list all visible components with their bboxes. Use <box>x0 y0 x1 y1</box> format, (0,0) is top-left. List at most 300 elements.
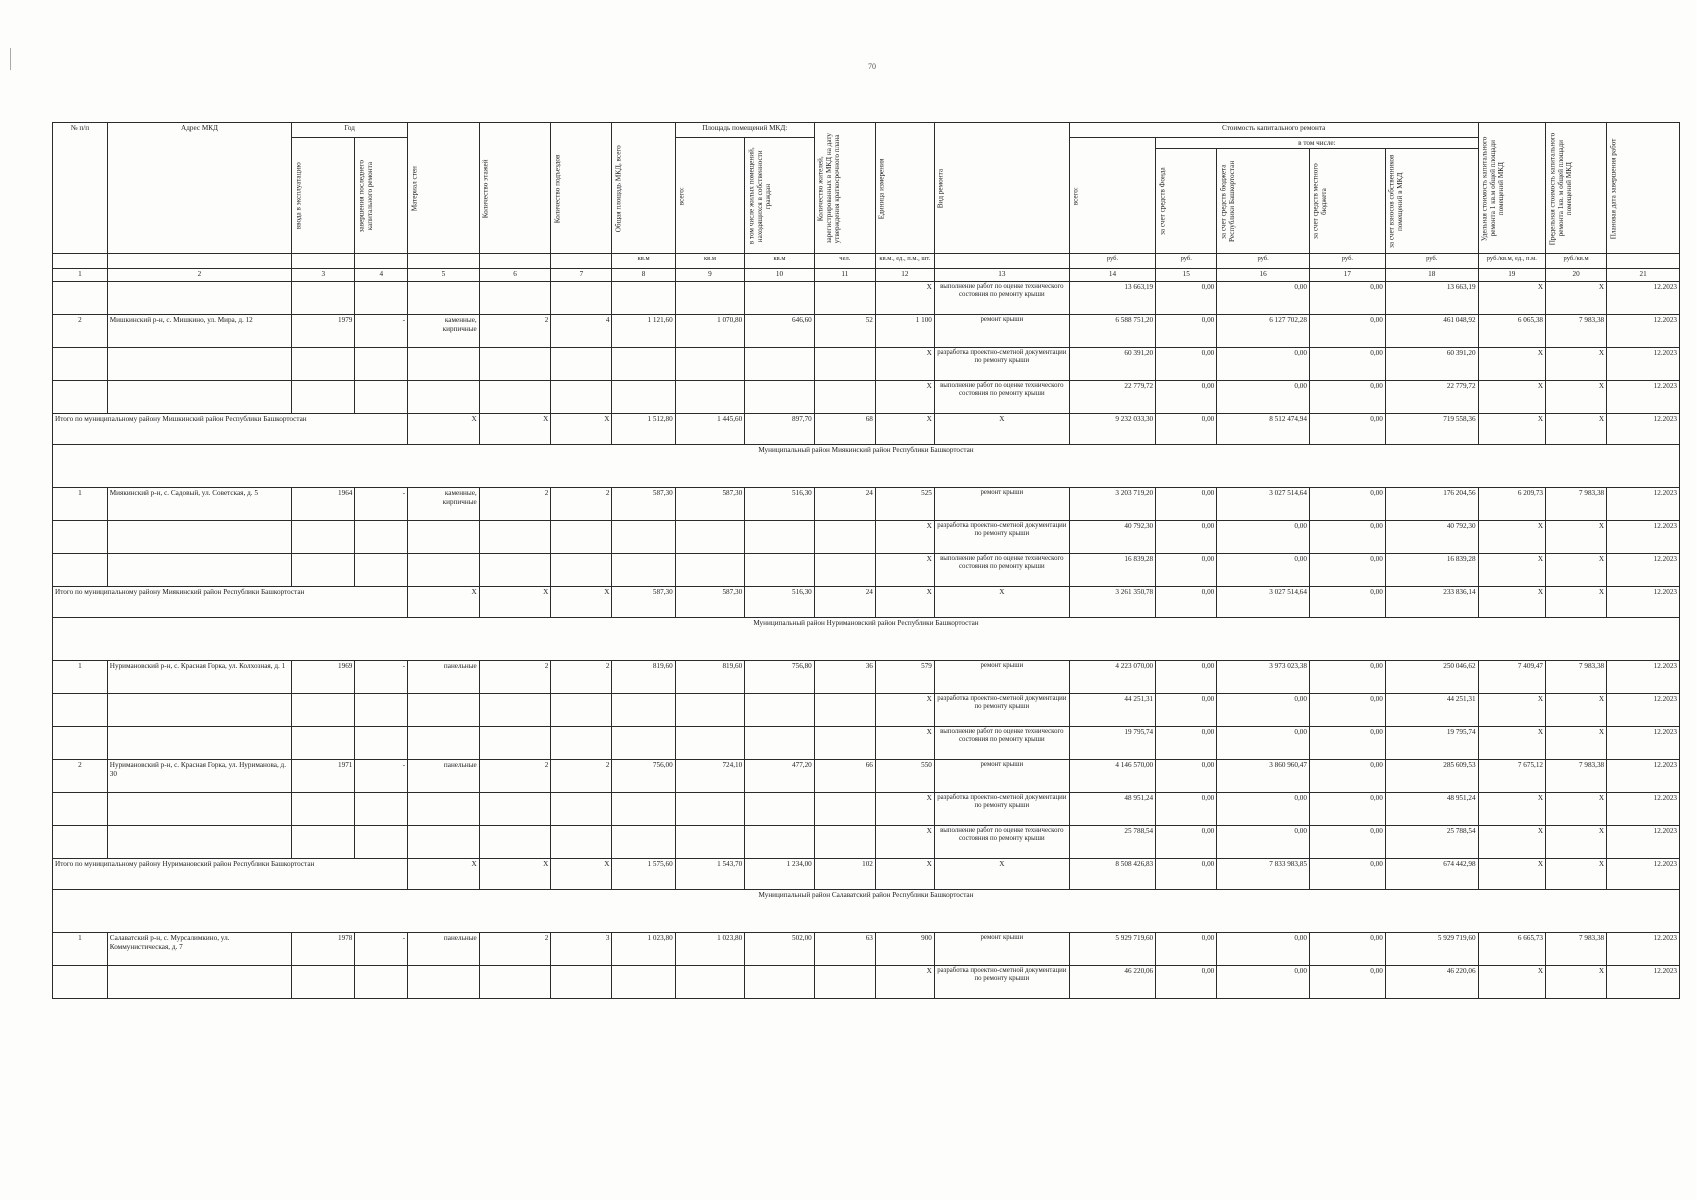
unit-cell: X <box>875 521 934 554</box>
cost-total-cell: 3 261 350,78 <box>1069 587 1155 618</box>
empty-cell <box>551 348 612 381</box>
cost-local-cell: 0,00 <box>1309 859 1385 890</box>
empty-cell <box>551 793 612 826</box>
empty-cell <box>814 793 875 826</box>
header-premises-total: всего: <box>675 138 745 254</box>
cost-republic-cell: 3 027 514,64 <box>1217 587 1310 618</box>
empty-cell <box>479 694 551 727</box>
limit-cost-cell: X <box>1546 694 1607 727</box>
residents-cell: 24 <box>814 587 875 618</box>
empty-cell <box>675 348 745 381</box>
cost-republic-cell: 0,00 <box>1217 381 1310 414</box>
row-number-cell: 1 <box>53 933 108 966</box>
cost-local-cell: 0,00 <box>1309 554 1385 587</box>
empty-cell <box>53 727 108 760</box>
subtotal-label: Итого по муниципальному району Миякинский район Республики Башкортостан <box>53 587 408 618</box>
empty-cell <box>479 727 551 760</box>
residents-cell: 66 <box>814 760 875 793</box>
cost-total-cell: 40 792,30 <box>1069 521 1155 554</box>
empty-cell <box>612 826 675 859</box>
cost-owners-cell: 719 558,36 <box>1385 414 1478 445</box>
limit-cost-cell: 7 983,38 <box>1546 315 1607 348</box>
entrances-cell: X <box>551 587 612 618</box>
empty-cell <box>479 554 551 587</box>
cost-fund-cell: 0,00 <box>1156 859 1217 890</box>
unit-cell: 900 <box>875 933 934 966</box>
header-total-area: Общая площадь МКД, всего <box>612 123 675 254</box>
entrances-cell: 4 <box>551 315 612 348</box>
empty-cell <box>53 793 108 826</box>
cost-owners-cell: 176 204,56 <box>1385 488 1478 521</box>
empty-cell <box>745 694 815 727</box>
empty-cell <box>479 348 551 381</box>
column-number-cell: 3 <box>292 269 355 282</box>
empty-cell <box>479 826 551 859</box>
specific-cost-cell: X <box>1478 826 1545 859</box>
empty-cell <box>107 381 291 414</box>
empty-cell <box>408 381 480 414</box>
cost-local-cell: 0,00 <box>1309 727 1385 760</box>
empty-cell <box>355 282 408 315</box>
empty-cell <box>745 282 815 315</box>
cost-owners-cell: 16 839,28 <box>1385 554 1478 587</box>
cost-republic-cell: 0,00 <box>1217 282 1310 315</box>
cost-total-cell: 4 223 070,00 <box>1069 661 1155 694</box>
empty-cell <box>292 521 355 554</box>
cost-total-cell: 22 779,72 <box>1069 381 1155 414</box>
cost-total-cell: 60 391,20 <box>1069 348 1155 381</box>
empty-cell <box>479 966 551 999</box>
cost-local-cell: 0,00 <box>1309 933 1385 966</box>
residents-cell: 52 <box>814 315 875 348</box>
cost-total-cell: 25 788,54 <box>1069 826 1155 859</box>
unit-cell: X <box>875 414 934 445</box>
empty-cell <box>814 554 875 587</box>
entrances-cell: X <box>551 859 612 890</box>
column-number-cell: 4 <box>355 269 408 282</box>
specific-cost-cell: X <box>1478 381 1545 414</box>
subtotal-row <box>53 587 1680 618</box>
work-type-cell: выполнение работ по оценке технического состояния по ремонту крыши <box>934 727 1069 760</box>
specific-cost-cell: 6 209,73 <box>1478 488 1545 521</box>
specific-cost-cell: 7 409,47 <box>1478 661 1545 694</box>
empty-cell <box>814 348 875 381</box>
cost-total-cell: 13 663,19 <box>1069 282 1155 315</box>
section-title: Муниципальный район Нуримановский район Республики Башкортостан <box>53 618 1680 661</box>
plan-date-cell: 12.2023 <box>1607 966 1680 999</box>
header-cost-republic: за счет средств бюджета Республики Башкортостан <box>1217 149 1310 254</box>
premises-total-cell: 587,30 <box>675 488 745 521</box>
material-cell: панельные <box>408 933 480 966</box>
empty-cell <box>408 282 480 315</box>
specific-cost-cell: X <box>1478 859 1545 890</box>
cost-local-cell: 0,00 <box>1309 966 1385 999</box>
total-area-cell: 1 023,80 <box>612 933 675 966</box>
column-number-cell: 20 <box>1546 269 1607 282</box>
work-row <box>53 826 1680 859</box>
cost-republic-cell: 0,00 <box>1217 966 1310 999</box>
plan-date-cell: 12.2023 <box>1607 587 1680 618</box>
plan-date-cell: 12.2023 <box>1607 727 1680 760</box>
entrances-cell: 2 <box>551 661 612 694</box>
cost-fund-cell: 0,00 <box>1156 826 1217 859</box>
unit-cell: X <box>875 694 934 727</box>
empty-cell <box>107 554 291 587</box>
column-number-cell: 15 <box>1156 269 1217 282</box>
work-type-cell: ремонт крыши <box>934 488 1069 521</box>
empty-cell <box>292 694 355 727</box>
work-type-cell: разработка проектно-сметной документации по ремонту крыши <box>934 793 1069 826</box>
premises-residential-cell: 516,30 <box>745 488 815 521</box>
floors-cell: 2 <box>479 661 551 694</box>
units-row <box>53 254 1680 269</box>
cost-fund-cell: 0,00 <box>1156 381 1217 414</box>
unit-cell: кв.м <box>612 254 675 269</box>
empty-cell <box>675 793 745 826</box>
empty-cell <box>53 348 108 381</box>
unit-cell: руб. <box>1385 254 1478 269</box>
specific-cost-cell: X <box>1478 793 1545 826</box>
row-number-cell: 1 <box>53 488 108 521</box>
unit-cell: X <box>875 793 934 826</box>
empty-cell <box>745 966 815 999</box>
cost-republic-cell: 0,00 <box>1217 694 1310 727</box>
specific-cost-cell: X <box>1478 694 1545 727</box>
year-commission-cell: 1964 <box>292 488 355 521</box>
empty-cell <box>355 793 408 826</box>
empty-cell <box>408 727 480 760</box>
empty-cell <box>355 381 408 414</box>
cost-fund-cell: 0,00 <box>1156 661 1217 694</box>
empty-cell <box>675 554 745 587</box>
work-type-cell: ремонт крыши <box>934 661 1069 694</box>
empty-cell <box>355 966 408 999</box>
work-type-cell: X <box>934 414 1069 445</box>
residents-cell: 24 <box>814 488 875 521</box>
address-cell: Мишкинский р-н, с. Мишкино, ул. Мира, д. 12 <box>107 315 291 348</box>
empty-cell <box>551 966 612 999</box>
empty-cell <box>479 381 551 414</box>
cost-total-cell: 3 203 719,20 <box>1069 488 1155 521</box>
work-type-cell: ремонт крыши <box>934 933 1069 966</box>
empty-cell <box>675 694 745 727</box>
cost-fund-cell: 0,00 <box>1156 694 1217 727</box>
limit-cost-cell: 7 983,38 <box>1546 488 1607 521</box>
cost-owners-cell: 13 663,19 <box>1385 282 1478 315</box>
empty-cell <box>745 826 815 859</box>
empty-cell <box>107 966 291 999</box>
header-cost-incl: в том числе: <box>1156 138 1478 149</box>
cost-local-cell: 0,00 <box>1309 282 1385 315</box>
specific-cost-cell: 7 675,12 <box>1478 760 1545 793</box>
column-number-cell: 6 <box>479 269 551 282</box>
row-number-cell: 1 <box>53 661 108 694</box>
column-number-cell: 9 <box>675 269 745 282</box>
unit-cell: кв.м., ед., п.м., шт. <box>875 254 934 269</box>
empty-cell <box>551 381 612 414</box>
work-type-cell: выполнение работ по оценке технического состояния по ремонту крыши <box>934 554 1069 587</box>
total-area-cell: 587,30 <box>612 488 675 521</box>
cost-fund-cell: 0,00 <box>1156 587 1217 618</box>
work-type-cell: разработка проектно-сметной документации по ремонту крыши <box>934 348 1069 381</box>
limit-cost-cell: X <box>1546 282 1607 315</box>
work-type-cell: разработка проектно-сметной документации по ремонту крыши <box>934 694 1069 727</box>
specific-cost-cell: X <box>1478 348 1545 381</box>
empty-cell <box>479 282 551 315</box>
cost-local-cell: 0,00 <box>1309 488 1385 521</box>
year-commission-cell: 1971 <box>292 760 355 793</box>
unit-cell: X <box>875 381 934 414</box>
house-row <box>53 488 1680 521</box>
limit-cost-cell: X <box>1546 826 1607 859</box>
cost-owners-cell: 233 836,14 <box>1385 587 1478 618</box>
work-row <box>53 727 1680 760</box>
unit-cell: X <box>875 826 934 859</box>
cost-local-cell: 0,00 <box>1309 587 1385 618</box>
empty-cell <box>745 521 815 554</box>
limit-cost-cell: 7 983,38 <box>1546 661 1607 694</box>
unit-cell: X <box>875 282 934 315</box>
empty-cell <box>612 793 675 826</box>
header-cost-fund: за счет средств Фонда <box>1156 149 1217 254</box>
empty-cell <box>675 727 745 760</box>
unit-cell: руб. <box>1069 254 1155 269</box>
work-row <box>53 793 1680 826</box>
empty-cell <box>53 826 108 859</box>
work-row <box>53 282 1680 315</box>
cost-local-cell: 0,00 <box>1309 661 1385 694</box>
cost-local-cell: 0,00 <box>1309 793 1385 826</box>
section-title: Муниципальный район Миякинский район Республики Башкортостан <box>53 445 1680 488</box>
work-type-cell: X <box>934 859 1069 890</box>
limit-cost-cell: X <box>1546 348 1607 381</box>
column-number-cell: 19 <box>1478 269 1545 282</box>
empty-cell <box>107 694 291 727</box>
empty-cell <box>479 793 551 826</box>
empty-cell <box>612 727 675 760</box>
empty-cell <box>408 694 480 727</box>
material-cell: каменные, кирпичные <box>408 315 480 348</box>
premises-total-cell: 1 023,80 <box>675 933 745 966</box>
cost-total-cell: 8 508 426,83 <box>1069 859 1155 890</box>
specific-cost-cell: X <box>1478 414 1545 445</box>
cost-local-cell: 0,00 <box>1309 826 1385 859</box>
plan-date-cell: 12.2023 <box>1607 348 1680 381</box>
header-premises-area: Площадь помещений МКД: <box>675 123 814 138</box>
floors-cell: X <box>479 587 551 618</box>
cost-local-cell: 0,00 <box>1309 348 1385 381</box>
material-cell: X <box>408 414 480 445</box>
empty-cell <box>551 694 612 727</box>
cost-total-cell: 9 232 033,30 <box>1069 414 1155 445</box>
unit-cell: 525 <box>875 488 934 521</box>
empty-cell <box>53 381 108 414</box>
subtotal-label: Итого по муниципальному району Нуримановский район Республики Башкортостан <box>53 859 408 890</box>
address-cell: Нуримановский р-н, с. Красная Горка, ул. Нуриманова, д. 30 <box>107 760 291 793</box>
empty-cell <box>408 826 480 859</box>
empty-cell <box>355 826 408 859</box>
year-last-repair-cell: - <box>355 488 408 521</box>
cost-local-cell: 0,00 <box>1309 381 1385 414</box>
plan-date-cell: 12.2023 <box>1607 826 1680 859</box>
empty-cell <box>107 521 291 554</box>
cost-local-cell: 0,00 <box>1309 760 1385 793</box>
column-numbers-row <box>53 269 1680 282</box>
total-area-cell: 587,30 <box>612 587 675 618</box>
residents-cell: 36 <box>814 661 875 694</box>
premises-residential-cell: 756,80 <box>745 661 815 694</box>
specific-cost-cell: X <box>1478 554 1545 587</box>
empty-cell <box>355 521 408 554</box>
cost-owners-cell: 44 251,31 <box>1385 694 1478 727</box>
limit-cost-cell: X <box>1546 554 1607 587</box>
column-number-cell: 16 <box>1217 269 1310 282</box>
residents-cell: 102 <box>814 859 875 890</box>
cost-fund-cell: 0,00 <box>1156 793 1217 826</box>
cost-republic-cell: 0,00 <box>1217 793 1310 826</box>
cost-total-cell: 48 951,24 <box>1069 793 1155 826</box>
premises-residential-cell: 516,30 <box>745 587 815 618</box>
plan-date-cell: 12.2023 <box>1607 554 1680 587</box>
plan-date-cell: 12.2023 <box>1607 859 1680 890</box>
page-number: 70 <box>868 62 876 71</box>
limit-cost-cell: X <box>1546 587 1607 618</box>
row-number-cell: 2 <box>53 760 108 793</box>
cost-fund-cell: 0,00 <box>1156 315 1217 348</box>
empty-cell <box>612 348 675 381</box>
cost-republic-cell: 0,00 <box>1217 348 1310 381</box>
specific-cost-cell: X <box>1478 727 1545 760</box>
cost-republic-cell: 0,00 <box>1217 933 1310 966</box>
empty-cell <box>814 966 875 999</box>
house-row <box>53 661 1680 694</box>
unit-cell: X <box>875 554 934 587</box>
column-number-cell: 21 <box>1607 269 1680 282</box>
premises-residential-cell: 897,70 <box>745 414 815 445</box>
cost-owners-cell: 46 220,06 <box>1385 966 1478 999</box>
year-last-repair-cell: - <box>355 661 408 694</box>
premises-residential-cell: 646,60 <box>745 315 815 348</box>
unit-cell: X <box>875 348 934 381</box>
year-last-repair-cell: - <box>355 760 408 793</box>
row-number-cell: 2 <box>53 315 108 348</box>
plan-date-cell: 12.2023 <box>1607 315 1680 348</box>
empty-cell <box>53 282 108 315</box>
premises-residential-cell: 477,20 <box>745 760 815 793</box>
entrances-cell: 3 <box>551 933 612 966</box>
cost-owners-cell: 674 442,98 <box>1385 859 1478 890</box>
floors-cell: X <box>479 414 551 445</box>
cost-owners-cell: 40 792,30 <box>1385 521 1478 554</box>
empty-cell <box>675 282 745 315</box>
work-row <box>53 694 1680 727</box>
empty-cell <box>408 521 480 554</box>
section-header-row <box>53 890 1680 933</box>
plan-date-cell: 12.2023 <box>1607 414 1680 445</box>
year-last-repair-cell: - <box>355 933 408 966</box>
header-wall-material: Материал стен <box>408 123 480 254</box>
work-row <box>53 521 1680 554</box>
material-cell: X <box>408 859 480 890</box>
empty-cell <box>292 826 355 859</box>
empty-cell <box>612 694 675 727</box>
empty-cell <box>107 727 291 760</box>
section-title: Муниципальный район Салаватский район Республики Башкортостан <box>53 890 1680 933</box>
empty-cell <box>551 727 612 760</box>
empty-cell <box>107 348 291 381</box>
cost-local-cell: 0,00 <box>1309 694 1385 727</box>
cost-fund-cell: 0,00 <box>1156 414 1217 445</box>
entrances-cell: 2 <box>551 488 612 521</box>
cost-owners-cell: 25 788,54 <box>1385 826 1478 859</box>
limit-cost-cell: X <box>1546 381 1607 414</box>
premises-total-cell: 1 445,60 <box>675 414 745 445</box>
header-residents: Количество жителей, зарегистрированных в МКД на дату утверждения краткосрочного плана <box>814 123 875 254</box>
header-year-last-repair: завершения последнего капитального ремонта <box>355 138 408 254</box>
empty-cell <box>745 554 815 587</box>
empty-cell <box>745 348 815 381</box>
empty-cell <box>814 282 875 315</box>
cost-total-cell: 4 146 570,00 <box>1069 760 1155 793</box>
limit-cost-cell: X <box>1546 521 1607 554</box>
total-area-cell: 756,00 <box>612 760 675 793</box>
empty-cell <box>551 554 612 587</box>
header-limit-cost: Предельная стоимость капитального ремонта 1кв. м общей площади помещений МКД <box>1546 123 1607 254</box>
premises-residential-cell: 502,00 <box>745 933 815 966</box>
plan-date-cell: 12.2023 <box>1607 282 1680 315</box>
empty-cell <box>292 727 355 760</box>
empty-cell <box>612 966 675 999</box>
plan-date-cell: 12.2023 <box>1607 661 1680 694</box>
unit-cell: X <box>875 727 934 760</box>
unit-cell: руб. <box>1309 254 1385 269</box>
unit-cell: руб. <box>1217 254 1310 269</box>
material-cell: каменные, кирпичные <box>408 488 480 521</box>
column-number-cell: 8 <box>612 269 675 282</box>
unit-cell: X <box>875 587 934 618</box>
premises-total-cell: 1 070,80 <box>675 315 745 348</box>
work-row <box>53 381 1680 414</box>
unit-cell: чел. <box>814 254 875 269</box>
header-year: Год <box>292 123 408 138</box>
work-type-cell: выполнение работ по оценке технического состояния по ремонту крыши <box>934 381 1069 414</box>
column-number-cell: 5 <box>408 269 480 282</box>
empty-cell <box>745 381 815 414</box>
cost-total-cell: 19 795,74 <box>1069 727 1155 760</box>
plan-date-cell: 12.2023 <box>1607 488 1680 521</box>
section-header-row <box>53 618 1680 661</box>
unit-cell: X <box>875 966 934 999</box>
floors-cell: X <box>479 859 551 890</box>
column-number-cell: 12 <box>875 269 934 282</box>
cost-republic-cell: 8 512 474,94 <box>1217 414 1310 445</box>
premises-total-cell: 819,60 <box>675 661 745 694</box>
house-row <box>53 760 1680 793</box>
subtotal-row <box>53 859 1680 890</box>
unit-cell: X <box>875 859 934 890</box>
unit-cell: 1 100 <box>875 315 934 348</box>
empty-cell <box>612 554 675 587</box>
cost-owners-cell: 60 391,20 <box>1385 348 1478 381</box>
premises-total-cell: 724,10 <box>675 760 745 793</box>
specific-cost-cell: X <box>1478 282 1545 315</box>
capital-repair-table <box>52 122 1680 999</box>
empty-cell <box>408 348 480 381</box>
cost-owners-cell: 5 929 719,60 <box>1385 933 1478 966</box>
empty-cell <box>551 521 612 554</box>
cost-total-cell: 16 839,28 <box>1069 554 1155 587</box>
empty-cell <box>479 521 551 554</box>
